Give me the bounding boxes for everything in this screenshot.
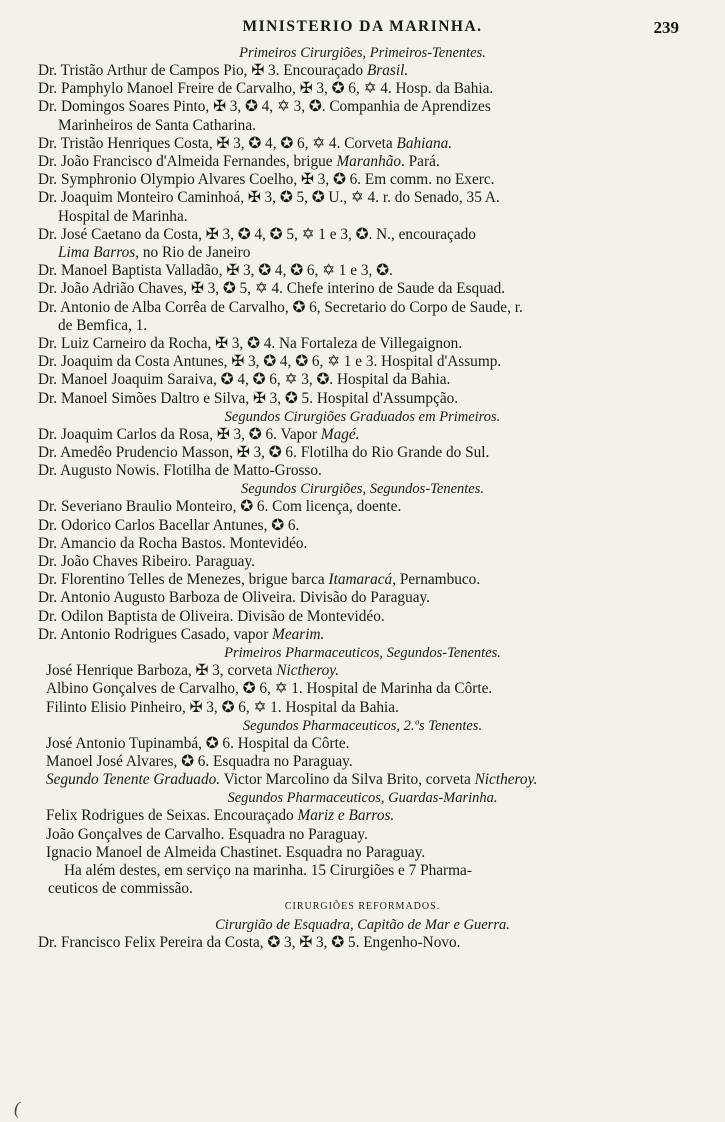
line-text: Marinheiros de Santa Catharina. <box>58 116 256 134</box>
section-heading: Segundos Cirurgiões, Segundos-Tenentes. <box>240 481 484 498</box>
roster-line <box>0 426 725 444</box>
line-text: Dr. José Caetano da Costa, ✠ 3, ✪ 4, ✪ 5, ✡ 1 e 3, ✪. N., encouraçado <box>38 225 476 243</box>
line-text: Albino Gonçalves de Carvalho, ✪ 6, ✡ 1. Hospital de Marinha da Côrte. <box>46 680 493 698</box>
line-text-after: , no Rio de Janeiro <box>135 244 251 262</box>
running-title: MINISTERIO DA MARINHA. <box>242 18 483 35</box>
roster-line <box>0 171 725 189</box>
line-text: Dr. Tristão Henriques Costa, ✠ 3, ✪ 4, ✪ 6, ✡ 4. Corveta <box>38 134 397 152</box>
line-text: Ha além destes, em serviço na marinha. 15 Cirurgiões e 7 Pharma- <box>64 861 472 879</box>
line-text: Dr. Domingos Soares Pinto, ✠ 3, ✪ 4, ✡ 3, ✪. Companhia de Aprendizes <box>38 98 491 116</box>
italic-text: Maranhão <box>336 153 402 171</box>
roster-line <box>0 153 725 171</box>
margin-pencil-mark: ( <box>14 1098 20 1118</box>
page-number: 239 <box>653 18 679 37</box>
line-text: Dr. Antonio de Alba Corrêa de Carvalho, ✪ 6, Secretario do Corpo de Saude, r. <box>38 298 523 316</box>
line-text: Dr. Joaquim Monteiro Caminhoá, ✠ 3, ✪ 5, ✪ U., ✡ 4. r. do Senado, 35 A. <box>38 189 500 207</box>
line-text: Felix Rodrigues de Seixas. Encouraçado <box>46 807 298 825</box>
line-text: Dr. Manoel Joaquim Saraiva, ✪ 4, ✪ 6, ✡ 3, ✪. Hospital da Bahia. <box>38 371 451 389</box>
line-text: Dr. João Chaves Ribeiro. Paraguay. <box>38 553 255 571</box>
line-text: João Gonçalves de Carvalho. Esquadra no Paraguay. <box>46 825 368 843</box>
page-header <box>0 18 725 44</box>
roster-line <box>0 753 725 771</box>
section-heading: Segundos Pharmaceuticos, 2.ºs Tenentes. <box>242 717 483 734</box>
roster-line <box>0 771 725 789</box>
line-text: Dr. Manoel Simões Daltro e Silva, ✠ 3, ✪ 5. Hospital d'Assumpção. <box>38 389 459 407</box>
roster-line <box>0 535 725 553</box>
line-text: Dr. Odilon Baptista de Oliveira. Divisão de Montevidéo. <box>38 607 385 625</box>
roster-line <box>0 608 725 626</box>
roster-line <box>0 317 725 335</box>
line-text: Dr. Augusto Nowis. Flotilha de Matto-Grosso. <box>38 462 322 480</box>
roster-line <box>0 444 725 462</box>
roster-line <box>0 189 725 207</box>
italic-text: Magé. <box>320 425 360 443</box>
line-text-after: , Pernambuco. <box>392 571 481 589</box>
line-text-after: . Pará. <box>401 153 440 171</box>
italic-text: Segundo Tenente Graduado. <box>46 771 221 789</box>
roster-line <box>0 98 725 116</box>
roster-line <box>0 699 725 717</box>
line-text: Dr. Amedêo Prudencio Masson, ✠ 3, ✪ 6. Flotilha do Rio Grande do Sul. <box>38 444 490 462</box>
roster-line <box>0 571 725 589</box>
line-text: Manoel José Alvares, ✪ 6. Esquadra no Paraguay. <box>46 752 353 770</box>
roster-line <box>0 553 725 571</box>
roster-line <box>0 226 725 244</box>
line-text: Dr. Antonio Augusto Barboza de Oliveira. Divisão do Paraguay. <box>38 589 430 607</box>
italic-text: Brasil. <box>366 62 409 79</box>
roster-line <box>0 462 725 480</box>
line-text: Dr. Tristão Arthur de Campos Pio, ✠ 3. Encouraçado <box>38 62 367 79</box>
line-text: Dr. Joaquim da Costa Antunes, ✠ 3, ✪ 4, ✪ 6, ✡ 1 e 3. Hospital d'Assump. <box>38 353 502 371</box>
roster-line <box>0 662 725 680</box>
line-text: Dr. Joaquim Carlos da Rosa, ✠ 3, ✪ 6. Vapor <box>38 425 321 443</box>
section-heading: Cirurgião de Esquadra, Capitão de Mar e Guerra. <box>215 917 510 934</box>
roster-line <box>0 735 725 753</box>
line-text: Filinto Elisio Pinheiro, ✠ 3, ✪ 6, ✡ 1. Hospital da Bahia. <box>46 698 399 716</box>
roster-line <box>0 135 725 153</box>
roster-line <box>0 390 725 408</box>
roster-line <box>0 826 725 844</box>
italic-text: Lima Barros <box>58 244 136 262</box>
roster-line <box>0 208 725 226</box>
line-text: de Bemfica, 1. <box>58 316 148 334</box>
italic-text: Nictheroy. <box>474 771 538 789</box>
line-text: Dr. Odorico Carlos Bacellar Antunes, ✪ 6. <box>38 516 300 534</box>
line-text: ceuticos de commissão. <box>48 880 193 898</box>
roster-line <box>0 626 725 644</box>
line-text: Dr. Luiz Carneiro da Rocha, ✠ 3, ✪ 4. Na Fortaleza de Villegaignon. <box>38 335 463 353</box>
line-text: Dr. Amancio da Rocha Bastos. Montevidéo. <box>38 534 308 552</box>
roster-line <box>0 880 725 898</box>
line-text: Dr. João Adrião Chaves, ✠ 3, ✪ 5, ✡ 4. Chefe interino de Saude da Esquad. <box>38 280 506 298</box>
roster-line <box>0 680 725 698</box>
roster-line <box>0 498 725 516</box>
roster-content <box>0 44 725 953</box>
section-heading: Segundos Pharmaceuticos, Guardas-Marinha. <box>227 790 498 807</box>
roster-line <box>0 117 725 135</box>
roster-line <box>0 353 725 371</box>
roster-line <box>0 299 725 317</box>
line-text: Dr. Manoel Baptista Valladão, ✠ 3, ✪ 4, ✪ 6, ✡ 1 e 3, ✪. <box>38 262 393 280</box>
line-text: Dr. Symphronio Olympio Alvares Coelho, ✠ 3, ✪ 6. Em comm. no Exerc. <box>38 171 495 189</box>
section-heading: Primeiros Pharmaceuticos, Segundos-Tenentes. <box>224 645 501 662</box>
line-text: José Henrique Barboza, ✠ 3, corveta <box>46 662 277 680</box>
roster-line <box>0 262 725 280</box>
roster-line <box>0 80 725 98</box>
italic-text: Mearim. <box>272 625 325 643</box>
section-heading: Segundos Cirurgiões Graduados em Primeiros. <box>224 408 501 425</box>
roster-line <box>0 371 725 389</box>
line-text: Dr. João Francisco d'Almeida Fernandes, brigue <box>38 153 337 171</box>
roster-line <box>0 807 725 825</box>
line-text: Ignacio Manoel de Almeida Chastinet. Esquadra no Paraguay. <box>46 843 426 861</box>
line-text: José Antonio Tupinambá, ✪ 6. Hospital da Côrte. <box>46 734 350 752</box>
section-heading: Primeiros Cirurgiões, Primeiros-Tenentes. <box>239 45 486 61</box>
roster-line <box>0 934 725 952</box>
roster-line <box>0 244 725 262</box>
roster-line <box>0 517 725 535</box>
section-small-caps-heading: CIRURGIÕES REFORMADOS. <box>284 901 441 913</box>
italic-text: Bahiana. <box>396 134 453 152</box>
roster-line <box>0 844 725 862</box>
line-text: Dr. Florentino Telles de Menezes, brigue barca <box>38 571 329 589</box>
italic-text: Mariz e Barros. <box>297 807 395 825</box>
roster-line <box>0 62 725 80</box>
line-text: Dr. Severiano Braulio Monteiro, ✪ 6. Com licença, doente. <box>38 498 402 516</box>
roster-line <box>0 589 725 607</box>
italic-text: Itamaracá <box>328 571 393 589</box>
line-text: Dr. Antonio Rodrigues Casado, vapor <box>38 625 273 643</box>
line-text-after: Victor Marcolino da Silva Brito, corveta <box>220 771 475 789</box>
roster-line <box>0 280 725 298</box>
roster-line <box>0 335 725 353</box>
italic-text: Nictheroy. <box>276 662 340 680</box>
line-text: Dr. Pamphylo Manoel Freire de Carvalho, ✠ 3, ✪ 6, ✡ 4. Hosp. da Bahia. <box>38 80 494 98</box>
line-text: Dr. Francisco Felix Pereira da Costa, ✪ 3, ✠ 3, ✪ 5. Engenho-Novo. <box>38 934 461 952</box>
roster-line <box>0 862 725 880</box>
line-text: Hospital de Marinha. <box>58 207 188 225</box>
